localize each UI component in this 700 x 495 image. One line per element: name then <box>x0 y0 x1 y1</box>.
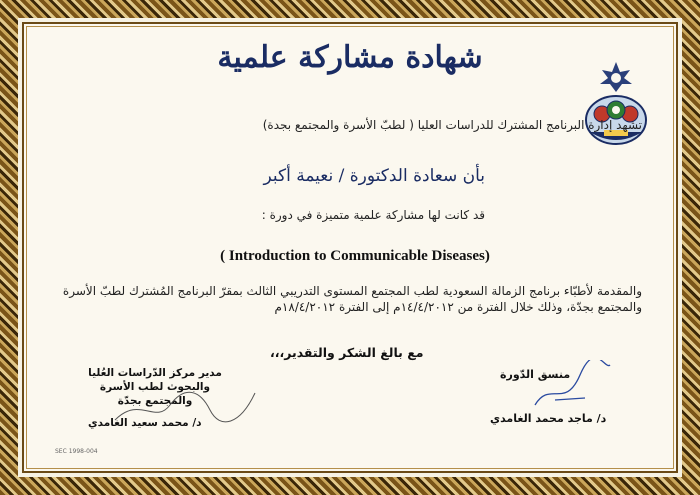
signature-right <box>525 360 615 415</box>
signatory-left-name: د/ محمد سعيد الغامدي <box>88 417 202 429</box>
jeddah-health-emblem-icon <box>580 60 652 150</box>
participation-text: قد كانت لها مشاركة علمية متميزة في دورة : <box>261 208 485 222</box>
certificate-title: شهادة مشاركة علمية <box>217 40 483 75</box>
signatory-left-title: مدير مركز الدّراسات العُليا والبحوث لطب الأسرة والمجتمع بجدّة <box>88 367 222 407</box>
signatory-right-name: د/ ماجد محمد الغامدي <box>490 412 607 425</box>
description-text: والمقدمة لأطبّاء برنامج الزمالة السعودية لطب المجتمع المستوى التدريبي الثالث بمقرّ البرنامج المُشترك لطبّ الأسرة والمجتمع بجدّة، وذلك خلال الفترة من ١٤/٤/٢٠١٢م إلى الفترة ١٨/٤/٢٠١٢م <box>62 284 642 314</box>
course-title: ( Introduction to Communicable Diseases) <box>220 248 490 264</box>
recipient-name: بأن سعادة الدكتورة / نعيمة أكبر <box>263 166 485 186</box>
footer-mark: SEC 1998-004 <box>55 448 98 455</box>
intro-text: تشهد إدارة البرنامج المشترك للدراسات العليا ( لطبّ الأسرة والمجتمع بجدة) <box>262 118 642 132</box>
signatory-right-title: منسق الدّورة <box>500 368 571 381</box>
thanks-text: مع بالغ الشكر والتقدير،،، <box>270 345 424 360</box>
